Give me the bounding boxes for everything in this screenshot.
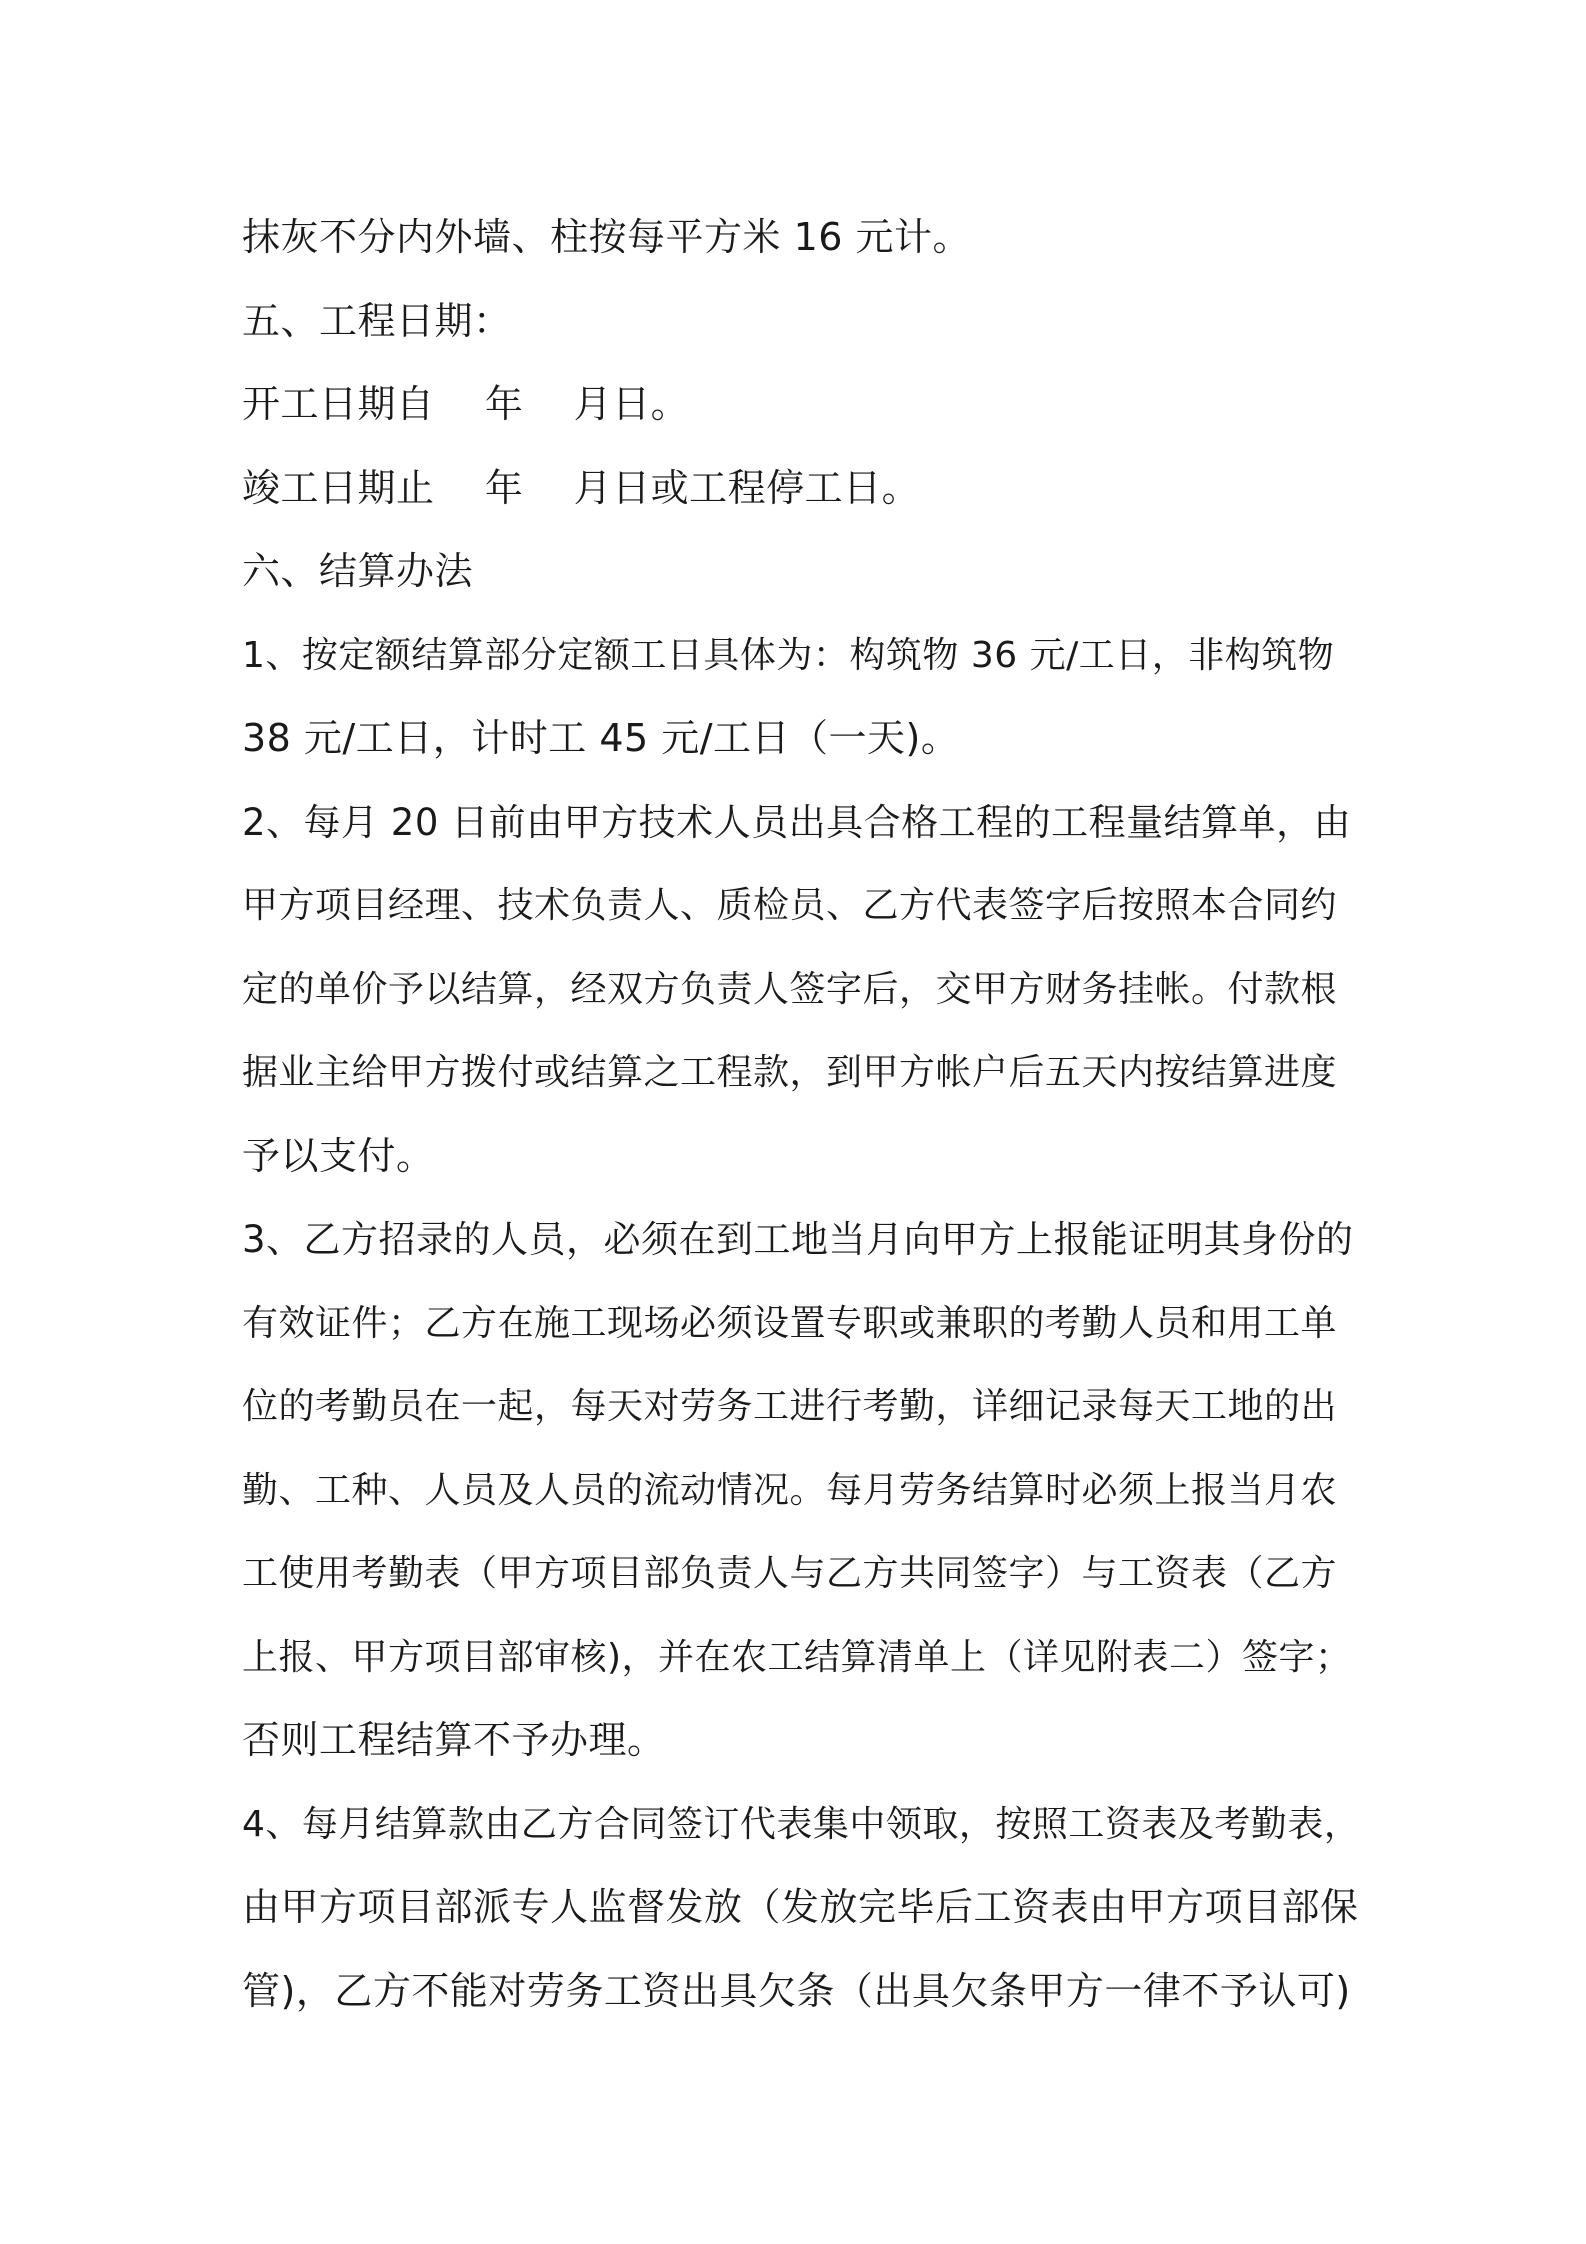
text-line: 1、按定额结算部分定额工日具体为：构筑物 36 元/工日，非构筑物 xyxy=(242,634,1335,676)
text-line: 位的考勤员在一起，每天对劳务工进行考勤，详细记录每天工地的出 xyxy=(242,1386,1338,1427)
text-line: 由甲方项目部派专人监督发放（发放完毕后工资表由甲方项目部保 xyxy=(242,1885,1359,1929)
text-line: 予以支付。 xyxy=(242,1133,435,1178)
text-line: 工使用考勤表（甲方项目部负责人与乙方共同签字）与工资表（乙方 xyxy=(242,1553,1338,1594)
text-line: 4、每月结算款由乙方合同签订代表集中领取，按照工资表及考勤表， xyxy=(242,1803,1361,1845)
text-line: 竣工日期止 年 月日或工程停工日。 xyxy=(242,465,921,510)
text-line: 甲方项目经理、技术负责人、质检员、乙方代表签字后按照本合同约 xyxy=(242,885,1338,926)
text-line: 据业主给甲方拨付或结算之工程款，到甲方帐户后五天内按结算进度 xyxy=(242,1052,1338,1093)
text-line: 38 元/工日，计时工 45 元/工日（一天)。 xyxy=(242,716,960,760)
text-line: 2、每月 20 日前由甲方技术人员出具合格工程的工程量结算单，由 xyxy=(242,800,1352,844)
text-line: 管)，乙方不能对劳务工资出具欠条（出具欠条甲方一律不予认可) xyxy=(242,1968,1351,2013)
text-line: 上报、甲方项目部审核)，并在农工结算清单上（详见附表二）签字； xyxy=(242,1636,1352,1678)
text-line: 定的单价予以结算，经双方负责人签字后，交甲方财务挂帐。付款根 xyxy=(242,968,1338,1010)
text-line: 有效证件；乙方在施工现场必须设置专职或兼职的考勤人员和用工单 xyxy=(242,1302,1338,1344)
section-heading: 五、工程日期： xyxy=(242,298,512,343)
text-line: 开工日期自 年 月日。 xyxy=(242,382,690,426)
text-line: 3、乙方招录的人员，必须在到工地当月向甲方上报能证明其身份的 xyxy=(242,1218,1354,1261)
section-heading: 六、结算办法 xyxy=(242,549,474,593)
text-line: 抹灰不分内外墙、柱按每平方米 16 元计。 xyxy=(242,215,972,259)
document-body xyxy=(242,196,1362,2033)
text-line: 勤、工种、人员及人员的流动情况。每月劳务结算时必须上报当月农 xyxy=(242,1469,1338,1511)
text-line: 否则工程结算不予办理。 xyxy=(242,1718,666,1762)
